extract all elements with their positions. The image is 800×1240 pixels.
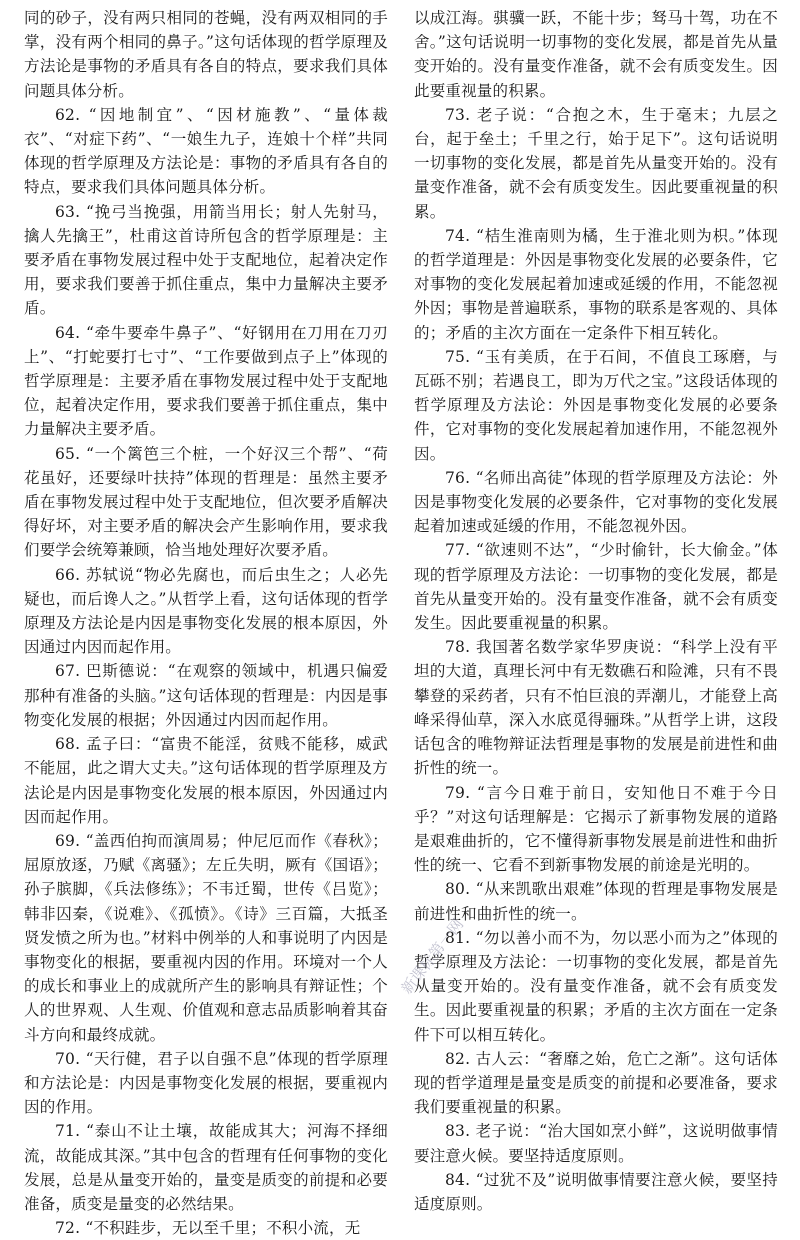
paragraph: 81. “勿以善小而不为，勿以恶小而为之”体现的哲学原理及方法论：一切事物的变化发展，都是首先从量变开始的。没有量变作准备，就不会有质变发生。因此要重视量的积累；矛盾的主次方面在一定条件下可以相互转化。 xyxy=(414,928,778,1044)
paragraph: 78. 我国著名数学家华罗庚说：“科学上没有平坦的大道，真理长河中有无数礁石和险滩，只有不畏攀登的采药者，只有不怕巨浪的弄潮儿，才能登上高峰采得仙草，深入水底觅得骊珠。”从哲学上讲，这段话包含的唯物辩证法哲理是事物的发展是前进性和曲折性的统一。 xyxy=(414,638,778,778)
paragraph: 77. “欲速则不达”，“少时偷针，长大偷金。”体现的哲学原理及方法论：一切事物的变化发展，都是首先从量变开始的。没有量变作准备，就不会有质变发生。因此要重视量的积累。 xyxy=(414,541,778,633)
right-column xyxy=(414,6,778,1216)
paragraph: 64. “牵牛要牵牛鼻子”、“好钢用在刀用在刀刃上”、“打蛇要打七寸”、“工作要做到点子上”体现的哲学原理是：主要矛盾在事物发展过程中处于支配地位，起着决定作用，要求我们要善于抓住重点，集中力量解决主要矛盾。 xyxy=(24,323,388,439)
watermark: 新课标第一网 xyxy=(397,915,468,998)
paragraph: 71. “泰山不让土壤，故能成其大；河海不择细流，故能成其深。”其中包含的哲理有任何事物的变化发展，总是从量变开始的，量变是质变的前提和必要准备，质变是量变的必然结果。 xyxy=(24,1122,388,1213)
paragraph: 72. “不积跬步，无以至千里；不积小流，无 xyxy=(55,1219,361,1238)
paragraph: 74. “桔生淮南则为橘，生于淮北则为枳。”体现的哲学道理是：外因是事物变化发展的必要条件，它对事物的变化发展起着加速或延缓的作用，不能忽视外因；事物是普遍联系，事物的联系是客观的、具体的；矛盾的主次方面在一定条件下相互转化。 xyxy=(414,226,778,342)
paragraph: 69. “盖西伯拘而演周易；仲尼厄而作《春秋》；屈原放逐，乃赋《离骚》；左丘失明，厥有《国语》；孙子膑脚，《兵法修练》；不韦迁蜀，世传《吕览》；韩非囚秦，《说难》、《孤愤》。《诗》三百篇，大抵圣贤发愤之所为也。”材料中例举的人和事说明了内因是事物变化的根据，要重视内因的作用。环境对一个人的成长和事业上的成就所产生的影响具有辩证性；个人的世界观、人生观、价值观和意志品质影响着其奋斗方向和最终成就。 xyxy=(24,831,388,1044)
paragraph: 62. “因地制宜”、“因材施教”、“量体裁衣”、“对症下药”、“一娘生九子，连娘十个样”共同体现的哲学原理及方法论是：事物的矛盾具有各自的特点，要求我们具体问题具体分析。 xyxy=(24,105,388,197)
paragraph: 以成江海。骐骥一跃，不能十步；驽马十驾，功在不舍。”这句话说明一切事物的变化发展，都是首先从量变开始的。没有量变作准备，就不会有质变发生。因此要重视量的积累。 xyxy=(414,9,778,100)
paragraph: 84. “过犹不及”说明做事情要注意火候，要坚持适度原则。 xyxy=(414,1170,778,1213)
paragraph: 80. “从来凯歌出艰难”体现的哲理是事物发展是前进性和曲折性的统一。 xyxy=(414,880,778,923)
paragraph: 76. “名师出高徒”体现的哲学原理及方法论：外因是事物变化发展的必要条件，它对事物的变化发展起着加速或延缓的作用，不能忽视外因。 xyxy=(414,468,778,536)
left-column xyxy=(24,6,388,1240)
paragraph: 同的砂子，没有两只相同的苍蝇，没有两双相同的手掌，没有两个相同的鼻子。”这句话体现的哲学原理及方法论是事物的矛盾具有各自的特点，要求我们具体问题具体分析。 xyxy=(24,9,388,100)
paragraph: 68. 孟子曰：“富贵不能淫，贫贱不能移，威武不能屈，此之谓大丈夫。”这句话体现的哲学原理及方法论是内因是事物变化发展的根本原因，外因通过内因而起作用。 xyxy=(24,735,388,826)
paragraph: 79. “言今日难于前日，安知他日不难于今日乎？”对这句话理解是：它揭示了新事物发展的道路是艰难曲折的，它不懂得新事物发展是前进性和曲折性的统一、它看不到新事物发展的前途是光明的。 xyxy=(414,783,778,875)
paragraph: 82. 古人云：“奢靡之始，危亡之渐”。这句话体现的哲学道理是量变是质变的前提和必要准备，要求我们要重视量的积累。 xyxy=(414,1049,778,1117)
paragraph: 65. “一个篱笆三个桩，一个好汉三个帮”、“荷花虽好，还要绿叶扶持”体现的哲理是：虽然主要矛盾在事物发展过程中处于支配地位，但次要矛盾解决得好坏，对主要矛盾的解决会产生影响作用，要求我们要学会统筹兼顾，恰当地处理好次要矛盾。 xyxy=(24,444,388,560)
paragraph: 73. 老子说：“合抱之木，生于毫末；九层之台，起于垒土；千里之行，始于足下”。这句话说明一切事物的变化发展，都是首先从量变开始的。没有量变作准备，就不会有质变发生。因此要重视量的积累。 xyxy=(414,105,778,221)
paragraph: 75. “玉有美质，在于石间，不值良工琢磨，与瓦砾不别；若遇良工，即为万代之宝。”这段话体现的哲学原理及方法论：外因是事物变化发展的必要条件，它对事物的变化发展起着加速作用，不能忽视外因。 xyxy=(414,347,778,463)
paragraph: 83. 老子说：“治大国如烹小鲜”，这说明做事情要注意火候。要坚持适度原则。 xyxy=(414,1122,778,1165)
paragraph: 63. “挽弓当挽强，用箭当用长；射人先射马，擒人先擒王”，杜甫这首诗所包含的哲学原理是：主要矛盾在事物发展过程中处于支配地位，起着决定作用，要求我们要善于抓住重点，集中力量解决主要矛盾。 xyxy=(24,202,388,318)
paragraph: 70. “天行健，君子以自强不息”体现的哲学原理和方法论是：内因是事物变化发展的根据，要重视内因的作用。 xyxy=(24,1049,388,1117)
paragraph: 66. 苏轼说“物必先腐也，而后虫生之；人必先疑也，而后谗人之。”从哲学上看，这句话体现的哲学原理及方法论是内因是事物变化发展的根本原因，外因通过内因而起作用。 xyxy=(24,565,388,657)
paragraph: 67. 巴斯德说：“在观察的领域中，机遇只偏爱那种有准备的头脑。”这句话体现的哲理是：内因是事物变化发展的根据；外因通过内因而起作用。 xyxy=(24,662,388,729)
